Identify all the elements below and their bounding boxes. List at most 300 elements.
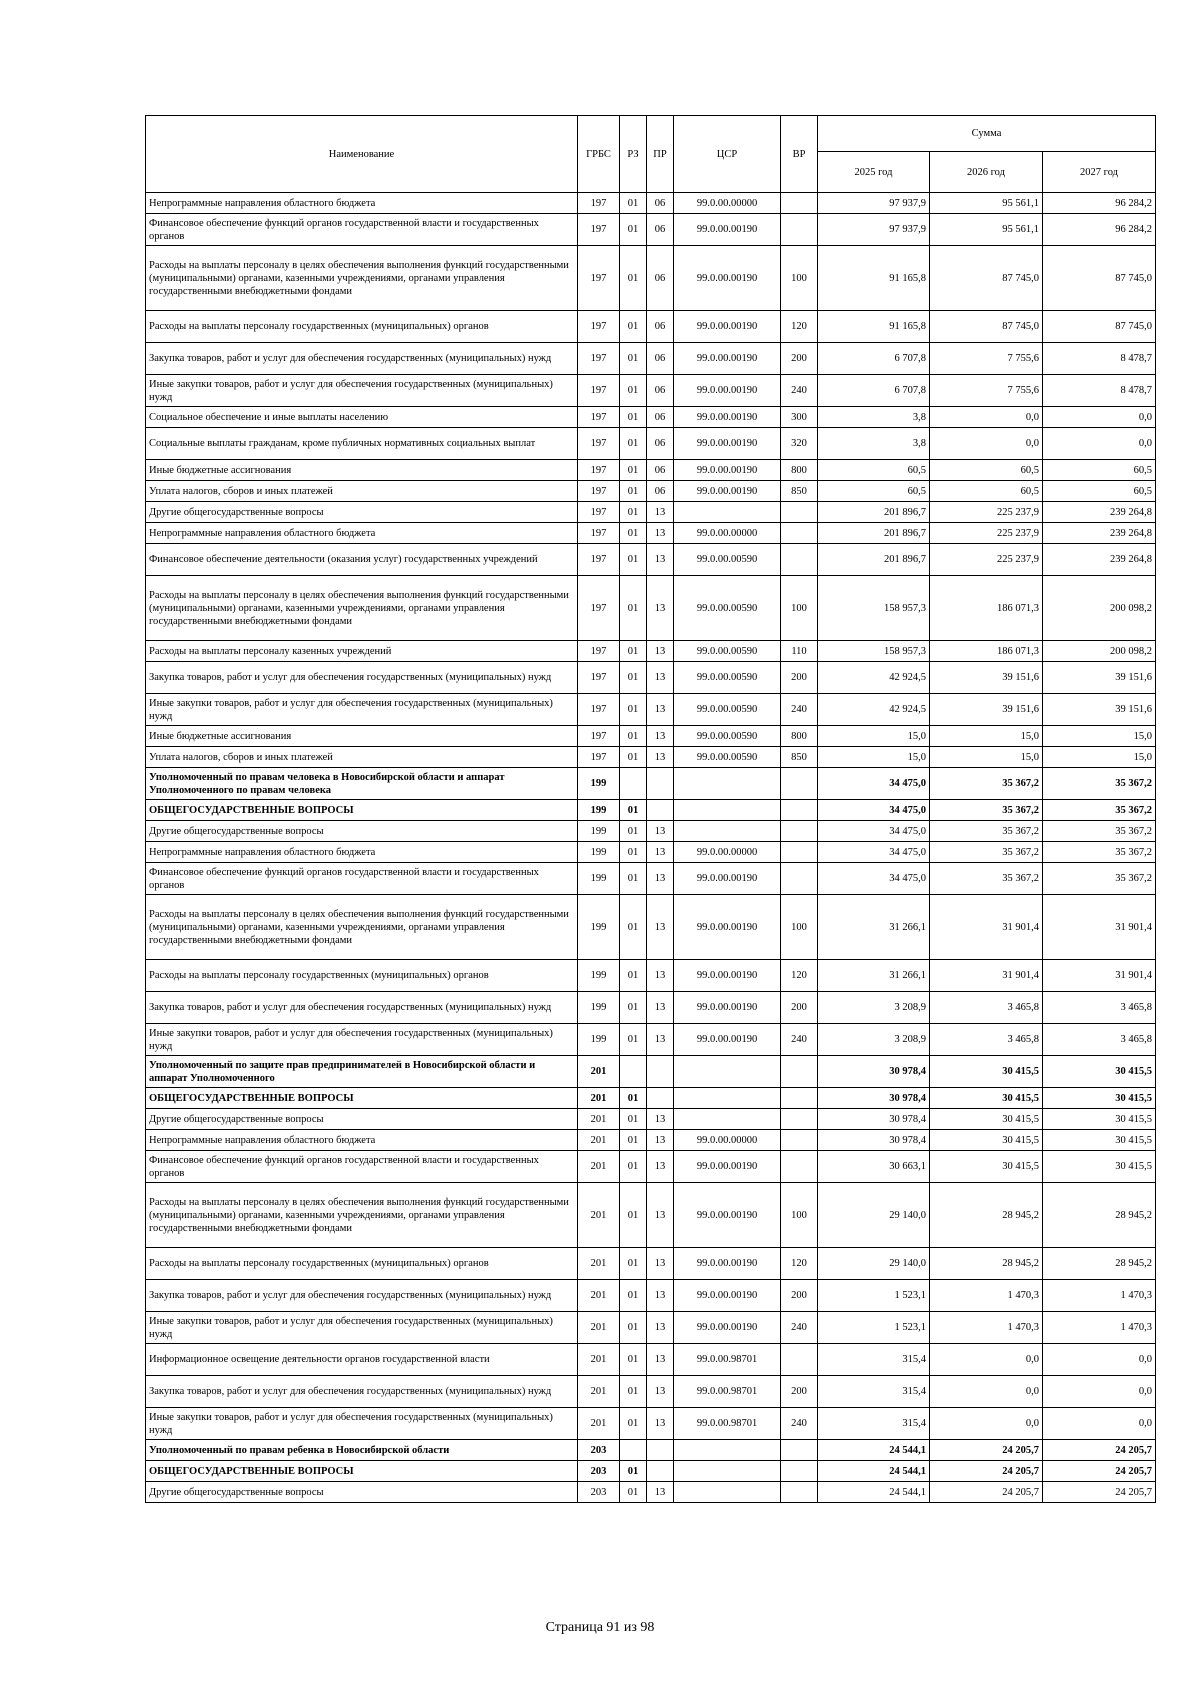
cell-2025: 15,0	[818, 747, 930, 768]
cell-2025: 91 165,8	[818, 311, 930, 343]
cell-2027: 0,0	[1043, 1376, 1156, 1408]
cell-pr	[647, 1088, 674, 1109]
cell-name: Социальное обеспечение и иные выплаты населению	[146, 407, 578, 428]
cell-2027: 200 098,2	[1043, 641, 1156, 662]
table-row	[146, 343, 1156, 375]
cell-name: Расходы на выплаты персоналу в целях обеспечения выполнения функций государственными (муниципальными) органами, казенными учреждениями, органами управления государственными внебюджетными фондами	[146, 246, 578, 311]
cell-csr	[674, 1440, 781, 1461]
cell-csr	[674, 1088, 781, 1109]
cell-name: ОБЩЕГОСУДАРСТВЕННЫЕ ВОПРОСЫ	[146, 1088, 578, 1109]
cell-name: Непрограммные направления областного бюджета	[146, 193, 578, 214]
cell-2027: 30 415,5	[1043, 1088, 1156, 1109]
cell-csr	[674, 821, 781, 842]
cell-pr	[647, 800, 674, 821]
cell-rz: 01	[620, 662, 647, 694]
cell-csr: 99.0.00.00590	[674, 641, 781, 662]
budget-table	[145, 115, 1156, 1503]
cell-vr: 100	[781, 246, 818, 311]
cell-2027: 87 745,0	[1043, 246, 1156, 311]
table-row	[146, 1376, 1156, 1408]
cell-2026: 24 205,7	[930, 1482, 1043, 1503]
cell-2027: 35 367,2	[1043, 842, 1156, 863]
table-row	[146, 544, 1156, 576]
cell-pr: 13	[647, 1130, 674, 1151]
cell-2025: 201 896,7	[818, 544, 930, 576]
table-row	[146, 1280, 1156, 1312]
table-row	[146, 246, 1156, 311]
cell-csr	[674, 1482, 781, 1503]
cell-2025: 315,4	[818, 1376, 930, 1408]
cell-rz: 01	[620, 1024, 647, 1056]
cell-name: Информационное освещение деятельности органов государственной власти	[146, 1344, 578, 1376]
cell-2027: 24 205,7	[1043, 1440, 1156, 1461]
cell-grbs: 201	[578, 1151, 620, 1183]
cell-csr: 99.0.00.00590	[674, 694, 781, 726]
cell-grbs: 197	[578, 246, 620, 311]
cell-grbs: 201	[578, 1280, 620, 1312]
cell-pr: 13	[647, 895, 674, 960]
cell-rz: 01	[620, 800, 647, 821]
cell-csr: 99.0.00.98701	[674, 1408, 781, 1440]
cell-2027: 0,0	[1043, 428, 1156, 460]
cell-grbs: 197	[578, 662, 620, 694]
cell-vr: 120	[781, 311, 818, 343]
cell-csr: 99.0.00.98701	[674, 1344, 781, 1376]
cell-2025: 158 957,3	[818, 641, 930, 662]
cell-pr: 13	[647, 863, 674, 895]
cell-pr	[647, 1056, 674, 1088]
cell-2025: 42 924,5	[818, 694, 930, 726]
cell-2025: 1 523,1	[818, 1312, 930, 1344]
cell-rz: 01	[620, 407, 647, 428]
table-row	[146, 1151, 1156, 1183]
cell-2025: 60,5	[818, 481, 930, 502]
cell-vr	[781, 1440, 818, 1461]
cell-vr: 320	[781, 428, 818, 460]
col-header-sum: Сумма	[818, 116, 1156, 152]
cell-vr	[781, 1109, 818, 1130]
cell-name: Закупка товаров, работ и услуг для обеспечения государственных (муниципальных) нужд	[146, 992, 578, 1024]
cell-2027: 28 945,2	[1043, 1183, 1156, 1248]
cell-name: Непрограммные направления областного бюджета	[146, 1130, 578, 1151]
cell-2026: 186 071,3	[930, 641, 1043, 662]
cell-rz: 01	[620, 311, 647, 343]
cell-2027: 239 264,8	[1043, 523, 1156, 544]
cell-csr: 99.0.00.00190	[674, 481, 781, 502]
cell-vr: 200	[781, 1280, 818, 1312]
col-header-csr: ЦСР	[674, 116, 781, 193]
cell-pr: 13	[647, 726, 674, 747]
cell-2027: 60,5	[1043, 481, 1156, 502]
cell-2027: 3 465,8	[1043, 1024, 1156, 1056]
cell-grbs: 199	[578, 960, 620, 992]
cell-2025: 97 937,9	[818, 193, 930, 214]
cell-grbs: 199	[578, 863, 620, 895]
cell-rz: 01	[620, 1376, 647, 1408]
cell-rz: 01	[620, 1088, 647, 1109]
cell-rz: 01	[620, 1183, 647, 1248]
cell-csr	[674, 1461, 781, 1482]
cell-grbs: 203	[578, 1461, 620, 1482]
cell-name: Иные закупки товаров, работ и услуг для обеспечения государственных (муниципальных) нужд	[146, 1408, 578, 1440]
cell-grbs: 197	[578, 311, 620, 343]
cell-pr: 13	[647, 1280, 674, 1312]
cell-2025: 30 663,1	[818, 1151, 930, 1183]
cell-grbs: 197	[578, 502, 620, 523]
cell-name: Иные закупки товаров, работ и услуг для обеспечения государственных (муниципальных) нужд	[146, 375, 578, 407]
cell-csr: 99.0.00.00590	[674, 662, 781, 694]
cell-name: Расходы на выплаты персоналу в целях обеспечения выполнения функций государственными (муниципальными) органами, казенными учреждениями, органами управления государственными внебюджетными фондами	[146, 895, 578, 960]
table-row	[146, 1344, 1156, 1376]
cell-pr: 13	[647, 1312, 674, 1344]
cell-rz: 01	[620, 747, 647, 768]
cell-grbs: 197	[578, 523, 620, 544]
cell-vr: 800	[781, 726, 818, 747]
cell-vr	[781, 863, 818, 895]
cell-2025: 24 544,1	[818, 1440, 930, 1461]
cell-2027: 30 415,5	[1043, 1109, 1156, 1130]
cell-rz: 01	[620, 375, 647, 407]
cell-2025: 3 208,9	[818, 992, 930, 1024]
cell-grbs: 201	[578, 1312, 620, 1344]
cell-csr: 99.0.00.00590	[674, 747, 781, 768]
cell-2026: 95 561,1	[930, 214, 1043, 246]
cell-2026: 186 071,3	[930, 576, 1043, 641]
cell-2027: 35 367,2	[1043, 863, 1156, 895]
cell-2027: 24 205,7	[1043, 1461, 1156, 1482]
cell-rz: 01	[620, 502, 647, 523]
cell-2026: 30 415,5	[930, 1056, 1043, 1088]
cell-2026: 15,0	[930, 747, 1043, 768]
cell-name: Социальные выплаты гражданам, кроме публичных нормативных социальных выплат	[146, 428, 578, 460]
cell-name: Другие общегосударственные вопросы	[146, 1109, 578, 1130]
cell-2025: 30 978,4	[818, 1130, 930, 1151]
cell-2026: 7 755,6	[930, 375, 1043, 407]
table-row	[146, 863, 1156, 895]
cell-grbs: 201	[578, 1130, 620, 1151]
cell-grbs: 199	[578, 1024, 620, 1056]
cell-2026: 24 205,7	[930, 1461, 1043, 1482]
cell-csr: 99.0.00.00190	[674, 863, 781, 895]
cell-2026: 1 470,3	[930, 1312, 1043, 1344]
cell-pr: 06	[647, 428, 674, 460]
table-row	[146, 662, 1156, 694]
cell-2027: 15,0	[1043, 726, 1156, 747]
cell-2025: 34 475,0	[818, 768, 930, 800]
cell-2025: 3 208,9	[818, 1024, 930, 1056]
cell-2026: 0,0	[930, 1344, 1043, 1376]
cell-pr: 06	[647, 311, 674, 343]
cell-vr	[781, 1344, 818, 1376]
cell-name: Расходы на выплаты персоналу в целях обеспечения выполнения функций государственными (муниципальными) органами, казенными учреждениями, органами управления государственными внебюджетными фондами	[146, 576, 578, 641]
cell-name: Финансовое обеспечение функций органов государственной власти и государственных органов	[146, 1151, 578, 1183]
cell-grbs: 201	[578, 1109, 620, 1130]
cell-rz: 01	[620, 544, 647, 576]
cell-2025: 315,4	[818, 1344, 930, 1376]
cell-2025: 315,4	[818, 1408, 930, 1440]
cell-csr: 99.0.00.00000	[674, 523, 781, 544]
cell-2025: 60,5	[818, 460, 930, 481]
cell-rz: 01	[620, 821, 647, 842]
cell-rz: 01	[620, 1130, 647, 1151]
cell-rz: 01	[620, 214, 647, 246]
cell-csr	[674, 502, 781, 523]
cell-2026: 35 367,2	[930, 842, 1043, 863]
cell-name: Расходы на выплаты персоналу государственных (муниципальных) органов	[146, 960, 578, 992]
cell-rz: 01	[620, 481, 647, 502]
cell-2027: 96 284,2	[1043, 193, 1156, 214]
cell-2027: 28 945,2	[1043, 1248, 1156, 1280]
cell-2026: 31 901,4	[930, 895, 1043, 960]
cell-vr	[781, 1461, 818, 1482]
cell-2026: 225 237,9	[930, 544, 1043, 576]
cell-rz: 01	[620, 428, 647, 460]
cell-2027: 30 415,5	[1043, 1056, 1156, 1088]
cell-2025: 97 937,9	[818, 214, 930, 246]
cell-2027: 31 901,4	[1043, 960, 1156, 992]
cell-grbs: 199	[578, 992, 620, 1024]
col-header-2025: 2025 год	[818, 152, 930, 193]
cell-2026: 15,0	[930, 726, 1043, 747]
cell-vr	[781, 214, 818, 246]
cell-name: Расходы на выплаты персоналу государственных (муниципальных) органов	[146, 311, 578, 343]
cell-name: Закупка товаров, работ и услуг для обеспечения государственных (муниципальных) нужд	[146, 1376, 578, 1408]
cell-2026: 87 745,0	[930, 311, 1043, 343]
cell-grbs: 201	[578, 1183, 620, 1248]
cell-grbs: 203	[578, 1440, 620, 1461]
cell-pr: 13	[647, 1109, 674, 1130]
col-header-pr: ПР	[647, 116, 674, 193]
cell-2027: 35 367,2	[1043, 768, 1156, 800]
cell-vr: 240	[781, 1312, 818, 1344]
cell-vr: 240	[781, 375, 818, 407]
cell-pr: 13	[647, 1183, 674, 1248]
cell-2027: 15,0	[1043, 747, 1156, 768]
table-row	[146, 842, 1156, 863]
cell-pr: 13	[647, 694, 674, 726]
cell-rz: 01	[620, 1280, 647, 1312]
table-row	[146, 821, 1156, 842]
cell-vr	[781, 1482, 818, 1503]
table-row	[146, 694, 1156, 726]
cell-pr: 06	[647, 460, 674, 481]
cell-pr: 06	[647, 193, 674, 214]
col-header-rz: РЗ	[620, 116, 647, 193]
table-row	[146, 1024, 1156, 1056]
table-row	[146, 726, 1156, 747]
cell-name: Уполномоченный по защите прав предпринимателей в Новосибирской области и аппарат Уполномоченного	[146, 1056, 578, 1088]
cell-name: Финансовое обеспечение функций органов государственной власти и государственных органов	[146, 214, 578, 246]
cell-2027: 0,0	[1043, 1408, 1156, 1440]
cell-2026: 0,0	[930, 1376, 1043, 1408]
cell-name: Закупка товаров, работ и услуг для обеспечения государственных (муниципальных) нужд	[146, 343, 578, 375]
cell-pr: 13	[647, 1408, 674, 1440]
cell-2027: 239 264,8	[1043, 544, 1156, 576]
cell-grbs: 199	[578, 821, 620, 842]
cell-2025: 29 140,0	[818, 1248, 930, 1280]
cell-pr: 13	[647, 747, 674, 768]
cell-2026: 3 465,8	[930, 992, 1043, 1024]
cell-csr: 99.0.00.00190	[674, 992, 781, 1024]
cell-rz: 01	[620, 960, 647, 992]
table-row	[146, 311, 1156, 343]
cell-pr: 06	[647, 407, 674, 428]
cell-rz: 01	[620, 523, 647, 544]
table-row	[146, 576, 1156, 641]
cell-csr: 99.0.00.00590	[674, 726, 781, 747]
cell-2026: 30 415,5	[930, 1151, 1043, 1183]
cell-name: Иные бюджетные ассигнования	[146, 726, 578, 747]
cell-2025: 201 896,7	[818, 523, 930, 544]
cell-2025: 34 475,0	[818, 863, 930, 895]
cell-pr: 13	[647, 1344, 674, 1376]
cell-csr: 99.0.00.00190	[674, 343, 781, 375]
cell-2027: 3 465,8	[1043, 992, 1156, 1024]
cell-pr: 13	[647, 641, 674, 662]
cell-rz: 01	[620, 1312, 647, 1344]
cell-pr: 13	[647, 842, 674, 863]
table-row	[146, 407, 1156, 428]
cell-vr: 200	[781, 1376, 818, 1408]
table-row	[146, 1248, 1156, 1280]
cell-grbs: 201	[578, 1344, 620, 1376]
cell-2025: 34 475,0	[818, 821, 930, 842]
cell-2027: 0,0	[1043, 1344, 1156, 1376]
cell-name: Закупка товаров, работ и услуг для обеспечения государственных (муниципальных) нужд	[146, 1280, 578, 1312]
cell-2027: 0,0	[1043, 407, 1156, 428]
cell-rz: 01	[620, 1461, 647, 1482]
cell-2025: 201 896,7	[818, 502, 930, 523]
cell-2025: 30 978,4	[818, 1088, 930, 1109]
cell-vr: 240	[781, 1408, 818, 1440]
col-header-name: Наименование	[146, 116, 578, 193]
cell-2025: 24 544,1	[818, 1461, 930, 1482]
cell-vr: 120	[781, 1248, 818, 1280]
table-row	[146, 960, 1156, 992]
table-row	[146, 992, 1156, 1024]
cell-csr: 99.0.00.00000	[674, 1130, 781, 1151]
cell-pr: 06	[647, 375, 674, 407]
cell-csr: 99.0.00.00190	[674, 407, 781, 428]
document-page	[145, 115, 1155, 1503]
cell-csr: 99.0.00.00190	[674, 428, 781, 460]
cell-rz: 01	[620, 842, 647, 863]
cell-2026: 7 755,6	[930, 343, 1043, 375]
cell-grbs: 197	[578, 428, 620, 460]
cell-name: Непрограммные направления областного бюджета	[146, 842, 578, 863]
cell-pr: 13	[647, 1024, 674, 1056]
cell-grbs: 197	[578, 193, 620, 214]
table-row	[146, 747, 1156, 768]
cell-grbs: 199	[578, 842, 620, 863]
cell-grbs: 197	[578, 694, 620, 726]
cell-name: Уполномоченный по правам человека в Новосибирской области и аппарат Уполномоченного по правам человека	[146, 768, 578, 800]
cell-vr: 240	[781, 1024, 818, 1056]
cell-vr: 100	[781, 895, 818, 960]
cell-pr: 13	[647, 1482, 674, 1503]
cell-2026: 1 470,3	[930, 1280, 1043, 1312]
cell-csr: 99.0.00.00190	[674, 1183, 781, 1248]
cell-pr: 13	[647, 502, 674, 523]
cell-csr: 99.0.00.00190	[674, 1024, 781, 1056]
cell-pr: 13	[647, 1376, 674, 1408]
cell-pr: 06	[647, 343, 674, 375]
cell-csr: 99.0.00.00190	[674, 1248, 781, 1280]
cell-2026: 30 415,5	[930, 1088, 1043, 1109]
table-row	[146, 460, 1156, 481]
cell-2025: 31 266,1	[818, 895, 930, 960]
cell-csr: 99.0.00.00190	[674, 1280, 781, 1312]
col-header-2026: 2026 год	[930, 152, 1043, 193]
cell-2026: 95 561,1	[930, 193, 1043, 214]
page-number: Страница 91 из 98	[545, 1620, 655, 1635]
cell-2027: 8 478,7	[1043, 375, 1156, 407]
cell-2025: 91 165,8	[818, 246, 930, 311]
cell-vr: 100	[781, 576, 818, 641]
col-header-grbs: ГРБС	[578, 116, 620, 193]
cell-vr: 110	[781, 641, 818, 662]
cell-vr	[781, 800, 818, 821]
cell-csr: 99.0.00.00190	[674, 1151, 781, 1183]
cell-rz	[620, 1056, 647, 1088]
cell-pr: 13	[647, 576, 674, 641]
cell-grbs: 197	[578, 747, 620, 768]
cell-2026: 60,5	[930, 481, 1043, 502]
cell-2026: 28 945,2	[930, 1248, 1043, 1280]
cell-rz: 01	[620, 246, 647, 311]
table-row	[146, 1408, 1156, 1440]
cell-rz: 01	[620, 1408, 647, 1440]
table-row	[146, 375, 1156, 407]
cell-2027: 239 264,8	[1043, 502, 1156, 523]
cell-name: Уплата налогов, сборов и иных платежей	[146, 481, 578, 502]
cell-rz: 01	[620, 1248, 647, 1280]
cell-2026: 35 367,2	[930, 863, 1043, 895]
cell-csr: 99.0.00.00190	[674, 895, 781, 960]
cell-vr	[781, 1151, 818, 1183]
cell-2025: 30 978,4	[818, 1109, 930, 1130]
cell-vr	[781, 1130, 818, 1151]
cell-rz: 01	[620, 863, 647, 895]
cell-pr	[647, 1440, 674, 1461]
table-row	[146, 1056, 1156, 1088]
cell-2027: 200 098,2	[1043, 576, 1156, 641]
cell-csr: 99.0.00.00590	[674, 576, 781, 641]
cell-2026: 60,5	[930, 460, 1043, 481]
cell-csr: 99.0.00.00000	[674, 193, 781, 214]
cell-csr: 99.0.00.00190	[674, 460, 781, 481]
cell-2027: 31 901,4	[1043, 895, 1156, 960]
cell-csr: 99.0.00.00190	[674, 960, 781, 992]
cell-grbs: 197	[578, 641, 620, 662]
cell-2026: 35 367,2	[930, 768, 1043, 800]
cell-2027: 1 470,3	[1043, 1312, 1156, 1344]
cell-vr: 300	[781, 407, 818, 428]
cell-name: Финансовое обеспечение функций органов государственной власти и государственных органов	[146, 863, 578, 895]
cell-rz: 01	[620, 694, 647, 726]
cell-rz: 01	[620, 1344, 647, 1376]
cell-grbs: 197	[578, 407, 620, 428]
table-row	[146, 1130, 1156, 1151]
cell-rz: 01	[620, 1151, 647, 1183]
cell-2026: 39 151,6	[930, 662, 1043, 694]
cell-2026: 87 745,0	[930, 246, 1043, 311]
cell-csr	[674, 1109, 781, 1130]
table-row	[146, 481, 1156, 502]
cell-vr: 850	[781, 747, 818, 768]
cell-pr: 06	[647, 246, 674, 311]
cell-2025: 1 523,1	[818, 1280, 930, 1312]
